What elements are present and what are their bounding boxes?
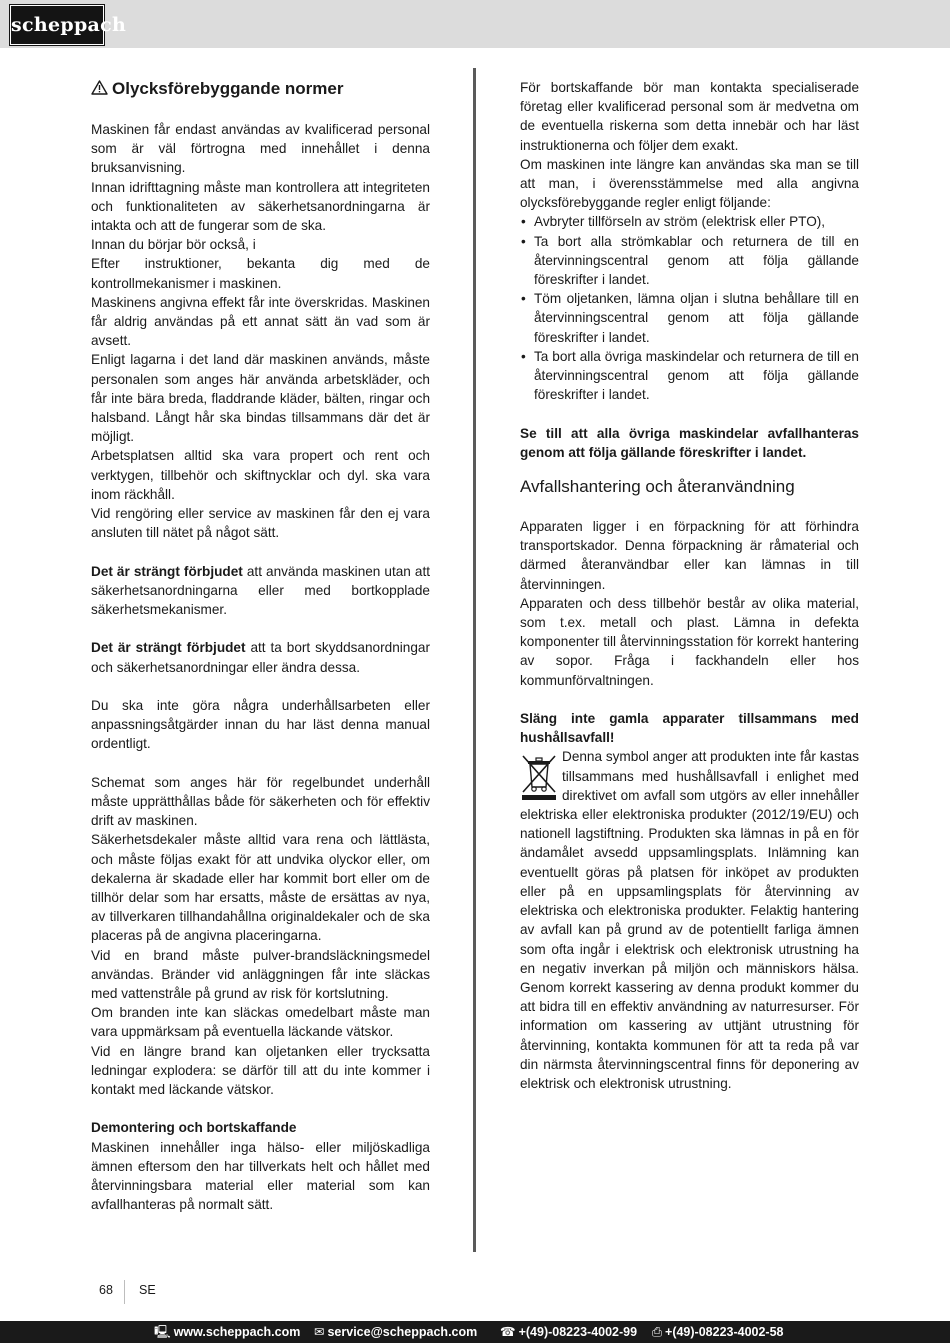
paragraph: Säkerhetsdekaler måste alltid vara rena och lättlästa, och måste följas exakt för att undvika olyckor eller, om dekalerna är skadade eller har kommit bort eller om de tillhör delar som har ersatts, måste de ersättas av nya, av tillverkaren tillhandahållna originaldekaler och de ska placeras på de angivna placeringarna. <box>91 832 430 944</box>
list-item: • Ta bort alla strömkablar och returnera de till en återvinningscentral genom att följa gällande föreskrifter i landet. <box>520 232 859 290</box>
monitor-icon: 🖳 <box>154 1325 171 1339</box>
column-divider <box>473 68 476 1252</box>
prohibition-text: att använda maskinen utan att säkerhetsanordningarna eller med bortkopplade säkerhetsmekanismer. <box>91 563 431 618</box>
warning-triangle-icon <box>91 80 108 95</box>
list-item: • Ta bort alla övriga maskindelar och returnera de till en återvinningscentral genom att följa gällande föreskrifter i landet. <box>520 347 859 405</box>
bullet-list <box>520 212 859 404</box>
paragraph: Efter instruktioner, bekanta dig med de kontrollmekanismer i maskinen. <box>91 256 430 291</box>
paragraph: Vid en längre brand kan oljetanken eller trycksatta ledningar explodera: se därför till att du inte kommer i kontakt med läckande vätskor. <box>91 1043 430 1098</box>
heading-text: Olycksförebyggande normer <box>112 79 344 98</box>
paragraph: Du ska inte göra några underhållsarbeten eller anpassningsåtgärder innan du har läst denna manual ordentligt. <box>91 698 430 752</box>
weee-symbol <box>520 753 558 801</box>
paragraph-prohibition <box>91 638 430 676</box>
paragraph: Om branden inte kan släckas omedelbart måste man vara uppmärksam på eventuella läckande vätskor. <box>91 1005 430 1040</box>
website-contact[interactable] <box>154 1321 300 1343</box>
prohibition-bold: Det är strängt förbjudet <box>91 563 243 579</box>
prohibition-text: att ta bort skyddsanordningar och säkerhetsanordningar eller ändra dessa. <box>91 640 430 675</box>
fax-contact <box>652 1321 784 1343</box>
fax-number: +(49)-08223-4002-58 <box>665 1325 784 1339</box>
left-column <box>91 78 430 1215</box>
paragraph: Arbetsplatsen alltid ska vara propert och rent och verktygen, tillbehör och skiftnycklar och dyl. ska vara inom räckhåll. <box>91 448 430 502</box>
page-number: 68 <box>99 1283 113 1297</box>
phone-number[interactable]: +(49)-08223-4002-99 <box>518 1325 638 1339</box>
footer-separator <box>124 1280 125 1304</box>
paragraph: Maskinen innehåller inga hälso- eller miljöskadliga ämnen eftersom den har tillverkats helt och hållet med återvinningsbara material eller material som kan avfallhanteras på normalt sätt. <box>91 1139 430 1213</box>
header-bar <box>0 0 950 48</box>
sub-heading-dismantling: Demontering och bortskaffande <box>91 1120 297 1136</box>
paragraph: Schemat som anges här för regelbundet underhåll måste upprätthållas både för säkerheten och för effektiv drift av maskinen. <box>91 774 430 829</box>
email-contact[interactable] <box>314 1321 477 1343</box>
telephone-icon: ☎ <box>500 1325 516 1339</box>
scheppach-logo: scheppach <box>10 5 104 45</box>
paragraph: Enligt lagarna i det land där maskinen används, måste personalen som anges här använda arbetskläder, och får inte bära breda, fladdrande kläder, bälten, ringar och halsband. Långt hår ska bindas tillsammans där det är möjligt. <box>91 352 430 445</box>
paragraph: Maskinens angivna effekt får inte överskridas. Maskinen får aldrig användas på ett annat sätt än vad som är avsett. <box>91 294 430 349</box>
email-link[interactable]: service@scheppach.com <box>327 1325 478 1339</box>
paragraph: Vid rengöring eller service av maskinen får den ej vara ansluten till nätet på något sätt. <box>91 506 430 541</box>
bold-warning: Släng inte gamla apparater tillsammans med hushållsavfall! <box>520 711 859 746</box>
right-column <box>520 78 859 1093</box>
paragraph: Apparaten och dess tillbehör består av olika material, som t.ex. metall och plast. Lämna in defekta komponenter till återvinningsstation för korrekt hantering av sopor. Fråga i fackhandeln eller hos kommunförvaltningen. <box>520 595 859 688</box>
list-item: • Avbryter tillförseln av ström (elektrisk eller PTO), <box>520 212 859 231</box>
phone-contact[interactable] <box>500 1321 637 1343</box>
paragraph: Vid en brand måste pulver-brandsläckningsmedel användas. Bränder vid anläggningen får inte släckas med vattenstråle på grund av risk för kortslutning. <box>91 947 430 1002</box>
section-heading-disposal: Avfallshantering och återanvändning <box>520 477 795 497</box>
section-heading-accident-prevention <box>91 78 430 100</box>
list-item: • Töm oljetanken, lämna oljan i slutna behållare till en återvinningscentral genom att följa gällande föreskrifter i landet. <box>520 289 859 347</box>
paragraph: Om maskinen inte längre kan användas ska man se till att man, i överensstämmelse med alla angivna olycksförebyggande regler enligt följande: <box>520 156 859 211</box>
paragraph: Apparaten ligger i en förpackning för att förhindra transportskador. Denna förpackning är råmaterial och därmed återanvändbar eller kan lämnas in till återvinningen. <box>520 519 859 592</box>
prohibition-bold: Det är strängt förbjudet <box>91 640 246 656</box>
language-code: SE <box>139 1283 156 1297</box>
paragraph: Innan idrifttagning måste man kontrollera att integriteten och funktionaliteten av säkerhetsanordningarna är intakta och att de fungerar som de ska. <box>91 179 430 234</box>
bold-note: Se till att alla övriga maskindelar avfallhanteras genom att följa gällande föreskrifter i landet. <box>520 425 859 460</box>
website-link[interactable]: www.scheppach.com <box>173 1325 301 1339</box>
crossed-out-wheelie-bin-icon <box>520 753 558 801</box>
paragraph: Innan du börjar bör också, i <box>91 237 256 253</box>
paragraph-prohibition <box>91 562 430 620</box>
fax-icon: ⎙ <box>652 1325 663 1339</box>
weee-text: Denna symbol anger att produkten inte får kastas tillsammans med hushållsavfall i enlighet med direktivet om avfall som utgörs av eller innehåller elektriska eller elektroniska produkter (2012/19/EU) och nationell lagstiftning. Produkten ska lämnas in på en för ändamålet avsedd uppsamlingsplats. Inlämning kan eventuellt göras på platsen för inköpet av produkten eller på en uppsamlingsplats för återvinning av elektriska och elektroniska produkter. Felaktig hantering av avfall kan på grund av de potentiellt farliga ämnen som ofta ingår i elektrisk och elektronisk utrustning ha en negativ inverkan på miljön och människors hälsa. Genom korrekt kassering av denna produkt kommer du att bidra till en effektiv användning av naturresurser. För information om kassering av uttjänt utrustning för återvinning, kontakta kommunen för att ta reda på var din närmsta återvinningscentral finns för deponering av elektrisk och elektronisk utrustning. <box>520 749 859 1091</box>
contact-bar <box>0 1321 950 1343</box>
paragraph: Maskinen får endast användas av kvalificerad personal som är väl förtrogna med innehållet i denna bruksanvisning. <box>91 122 430 176</box>
envelope-icon: ✉ <box>314 1325 325 1339</box>
paragraph-weee <box>520 747 859 1093</box>
paragraph: För bortskaffande bör man kontakta specialiserade företag eller kvalificerad personal som är medvetna om de eventuella riskerna som detta innebär och har läst instruktionerna och följer dem exakt. <box>520 80 859 153</box>
